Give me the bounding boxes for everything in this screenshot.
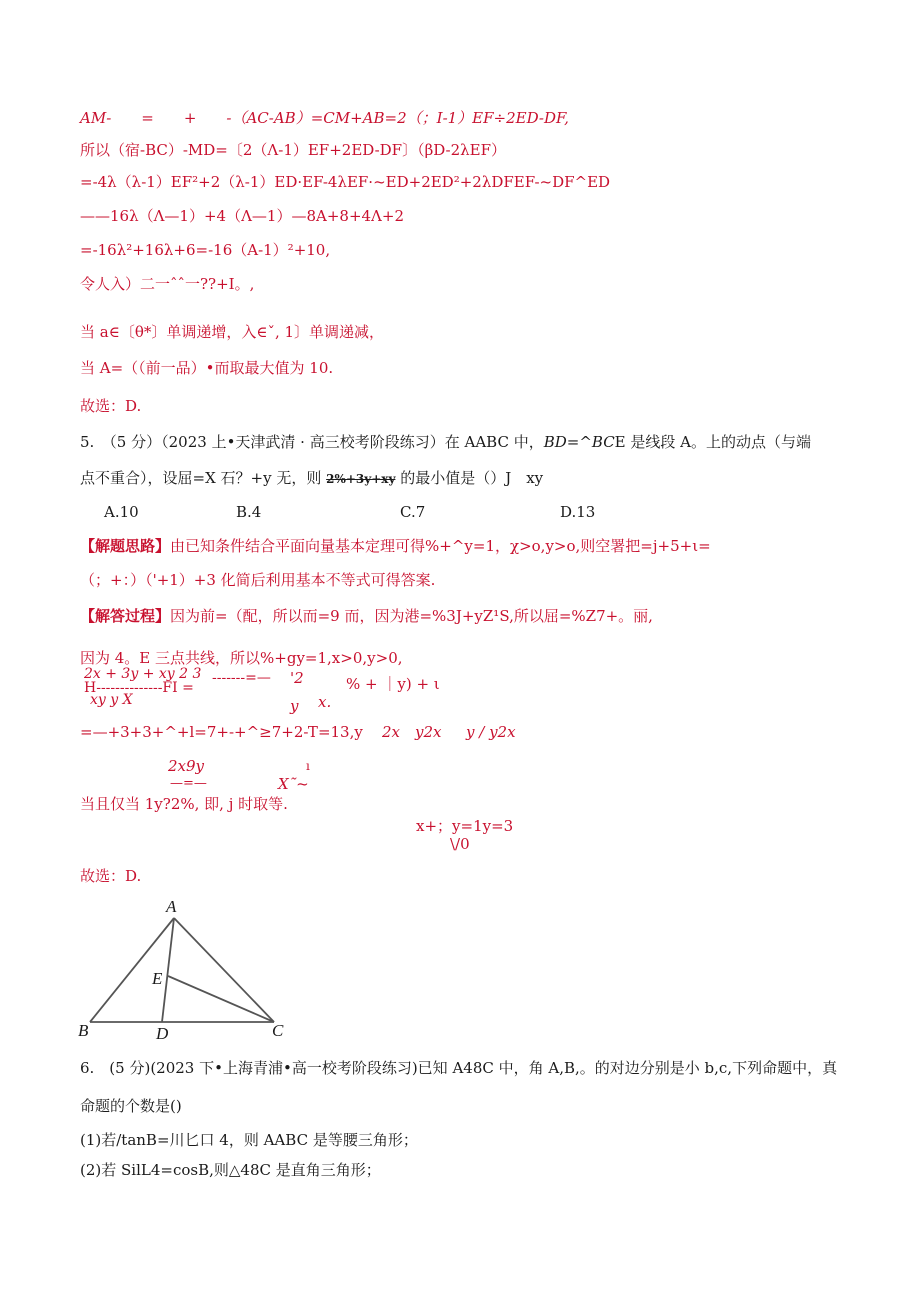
q5-proc-line-1 xyxy=(80,606,653,626)
segment-ad xyxy=(162,918,174,1022)
q5-idea-line-1 xyxy=(80,536,711,556)
label-a: A xyxy=(166,897,177,916)
q5-small-top: 2x9y xyxy=(168,757,205,775)
q5-frac-x: x. xyxy=(318,693,332,711)
q5-option-b: B.4 xyxy=(236,503,262,521)
q6-item-1: (1)若/tanB=川匕口 4，则 AABC 是等腰三角形； xyxy=(80,1131,418,1149)
solution-line-2: 所以（宿-BC）-MD=〔2（Λ-1）EF+2ED-DF〕（βD-2λEF） xyxy=(80,141,507,159)
label-c: C xyxy=(272,1021,284,1040)
q5-stem-1c: E 是线段 A。上的动点（与端 xyxy=(614,433,811,451)
solution-answer: 故选：D. xyxy=(80,397,142,415)
q5-frac-bottom: xy y X xyxy=(90,692,133,708)
q5-frac-y: y xyxy=(290,697,299,715)
q5-eq-y: y / y2x xyxy=(466,723,516,741)
q5-small-x: X˜~ xyxy=(278,775,309,793)
solution-line-6: 令人入）二一ˆˆ一??+I。, xyxy=(80,275,255,293)
q5-idea-tag: 【解题思路】 xyxy=(80,537,171,555)
q5-eq-line: =—+3+3+^+l=7+-+^≥7+2-T=13,y xyxy=(80,723,363,741)
q5-frac-top: 2x + 3y + xy 2 3 xyxy=(84,666,202,682)
q5-proc-line-2: 因为 4。E 三点共线，所以%+gy=1,x>0,y>0, xyxy=(80,649,403,667)
q5-option-a: A.10 xyxy=(104,503,139,521)
solution-line-8: 当 A=（（前一品）•而取最大值为 10. xyxy=(80,359,334,377)
q5-equality-condition: 当且仅当 1y?2%, 即, j 时取等. xyxy=(80,795,288,813)
q5-answer: 故选：D. xyxy=(80,867,142,885)
q5-option-d: D.13 xyxy=(560,503,596,521)
q5-frac-pct: % + ｜y) + ι xyxy=(346,675,440,693)
edge-ac xyxy=(174,918,274,1022)
q5-proc-tag: 【解答过程】 xyxy=(80,607,171,625)
q5-eq-2x: 2x y2x xyxy=(382,723,442,741)
q5-center-2: \/0 xyxy=(450,835,470,853)
q5-stem-1b: BD=^BC xyxy=(543,433,615,451)
label-e: E xyxy=(152,969,163,988)
q5-small-1: ı xyxy=(306,759,310,773)
q5-idea-line-2: （；+：）（'+1）+3 化简后利用基本不等式可得答案. xyxy=(80,571,436,589)
solution-line-1: AM- = + -（AC-AB）=CM+AB=2（；I-1）EF÷2ED-DF, xyxy=(80,109,569,127)
q5-option-c: C.7 xyxy=(400,503,426,521)
q6-stem-line-2: 命题的个数是() xyxy=(80,1097,182,1115)
q5-stem-line-1 xyxy=(80,432,811,452)
label-b: B xyxy=(78,1021,89,1040)
q5-stem-2-struck: 2%+3y+xy xyxy=(326,472,396,486)
q5-center-1: x+；y=1y=3 xyxy=(416,817,514,835)
q5-frac-h: H--------------FI = xyxy=(84,680,194,696)
q5-stem-2b: 的最小值是（）J xy xyxy=(400,469,544,487)
q5-stem-line-2 xyxy=(80,468,543,489)
solution-line-3: =-4λ（λ-1）EF²+2（λ-1）ED·EF-4λEF·~ED+2ED²+2λDFEF-~DF^ED xyxy=(80,173,611,191)
label-d: D xyxy=(156,1024,169,1041)
solution-line-4: ——16λ（Λ—1）+4（Λ—1）—8A+8+4Λ+2 xyxy=(80,207,405,225)
q6-stem-line-1: 6. (5 分)(2023 下•上海青浦•高一校考阶段练习)已知 A48C 中，角 A,B,。的对边分别是小 b,c,下列命题中，真 xyxy=(80,1059,838,1077)
q5-small-bottom: —=— xyxy=(170,776,207,791)
triangle-figure xyxy=(76,896,296,1041)
q5-frac-dashes: -------=— xyxy=(212,670,271,686)
solution-line-7: 当 a∈〔θ*〕单调递增，入∈ˇ, 1〕单调递减， xyxy=(80,323,385,341)
q5-frac-2: '2 xyxy=(290,669,304,687)
q5-stem-2a: 点不重合），设屈=X 石？+y 无，则 xyxy=(80,469,322,487)
q5-idea-text: 由已知条件结合平面向量基本定理可得%+^y=1，χ>o,y>o,则空署把=j+5+ι= xyxy=(170,537,711,555)
segment-ec xyxy=(168,976,274,1022)
q5-stem-1a: 5. （5 分）（2023 上•天津武清 · 高三校考阶段练习）在 AABC 中， xyxy=(80,433,544,451)
q5-proc-text: 因为前=（配，所以而=9 而，因为港=%3J+yZ¹S,所以屈=%Z7+。丽, xyxy=(170,607,653,625)
q6-item-2: (2)若 SilL4=cosB,则△48C 是直角三角形； xyxy=(80,1161,381,1179)
solution-line-5: =-16λ²+16λ+6=-16（A-1）²+10, xyxy=(80,241,331,259)
